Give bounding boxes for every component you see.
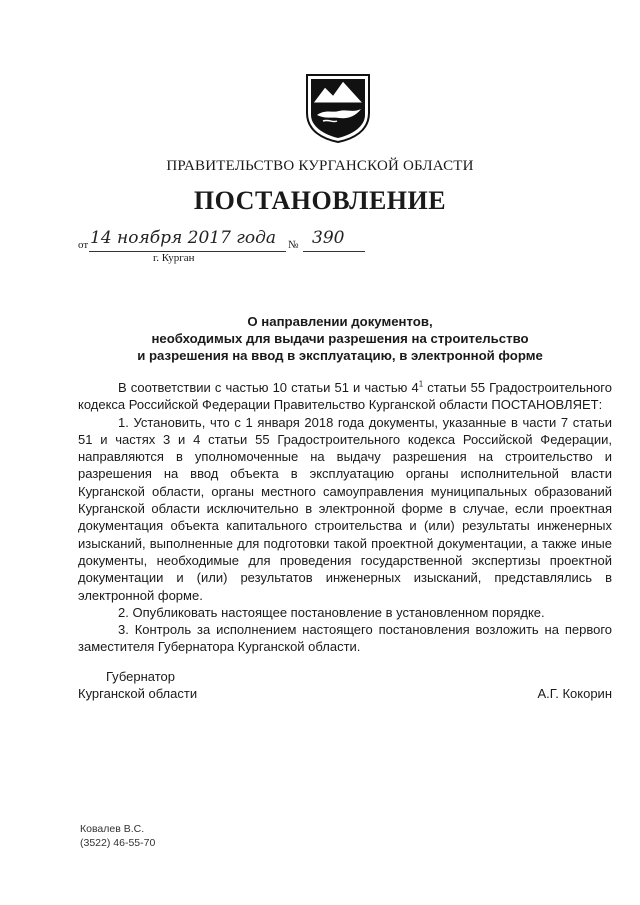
superscript: 1: [418, 379, 424, 389]
executor-info: [80, 822, 155, 850]
number-label: №: [288, 239, 299, 251]
signatory-title-line-1: Губернатор: [106, 669, 175, 684]
item-3-paragraph: 3. Контроль за исполнением настоящего постановления возложить на первого заместителя Губернатора Курганской области.: [78, 622, 612, 655]
title-line-2: необходимых для выдачи разрешения на строительство: [151, 331, 529, 346]
government-name: ПРАВИТЕЛЬСТВО КУРГАНСКОЙ ОБЛАСТИ: [166, 158, 474, 174]
signatory-title: [78, 668, 197, 702]
document-title: [0, 313, 640, 364]
preamble-paragraph: В соответствии с частью 10 статьи 51 и частью $4^1$ статьи 55 Градостроительного кодекса Российской Федерации Правительство Курганской области ПОСТАНОВЛЯЕТ:: [78, 379, 612, 413]
number-underline: [303, 251, 365, 252]
from-label: от: [78, 239, 89, 251]
coat-of-arms-emblem: [303, 73, 373, 143]
handwritten-date: 14 ноября 2017 года: [90, 228, 277, 248]
signatory-name: А.Г. Кокорин: [537, 686, 612, 701]
signatory-title-line-2: Курганской области: [78, 686, 198, 701]
title-line-3: и разрешения на ввод в эксплуатацию, в электронной форме: [137, 348, 543, 363]
document-body: [78, 379, 612, 656]
city: г. Курган: [153, 252, 195, 264]
item-1-paragraph: 1. Установить, что с 1 января 2018 года документы, указанные в части 7 статьи 51 и частях 3 и 4 статьи 55 Градостроительного кодекса Российской Федерации, направляются в уполномоченные на выдачу разрешения на строительство и разрешения на ввод объекта в эксплуатацию органы исполнительной власти Курганской области, органы местного самоуправления муниципальных образований Курганской области исключительно в электронной форме в случае, если проектная документация объекта капитального строительства и (или) результаты инженерных изысканий, выполненные для подготовки такой проектной документации, а также иные документы, необходимые для проведения государственной экспертизы проектной документации и (или) результатов инженерных изысканий, представлялись в электронной форме.: [78, 414, 612, 603]
date-number-line: [78, 228, 368, 252]
document-type: ПОСТАНОВЛЕНИЕ: [193, 186, 447, 215]
executor-phone: (3522) 46-55-70: [80, 837, 156, 849]
executor-name: Ковалев В.С.: [80, 823, 145, 835]
handwritten-number: 390: [312, 228, 345, 248]
title-line-1: О направлении документов,: [247, 314, 433, 329]
item-2-paragraph: 2. Опубликовать настоящее постановление в установленном порядке.: [118, 604, 545, 620]
